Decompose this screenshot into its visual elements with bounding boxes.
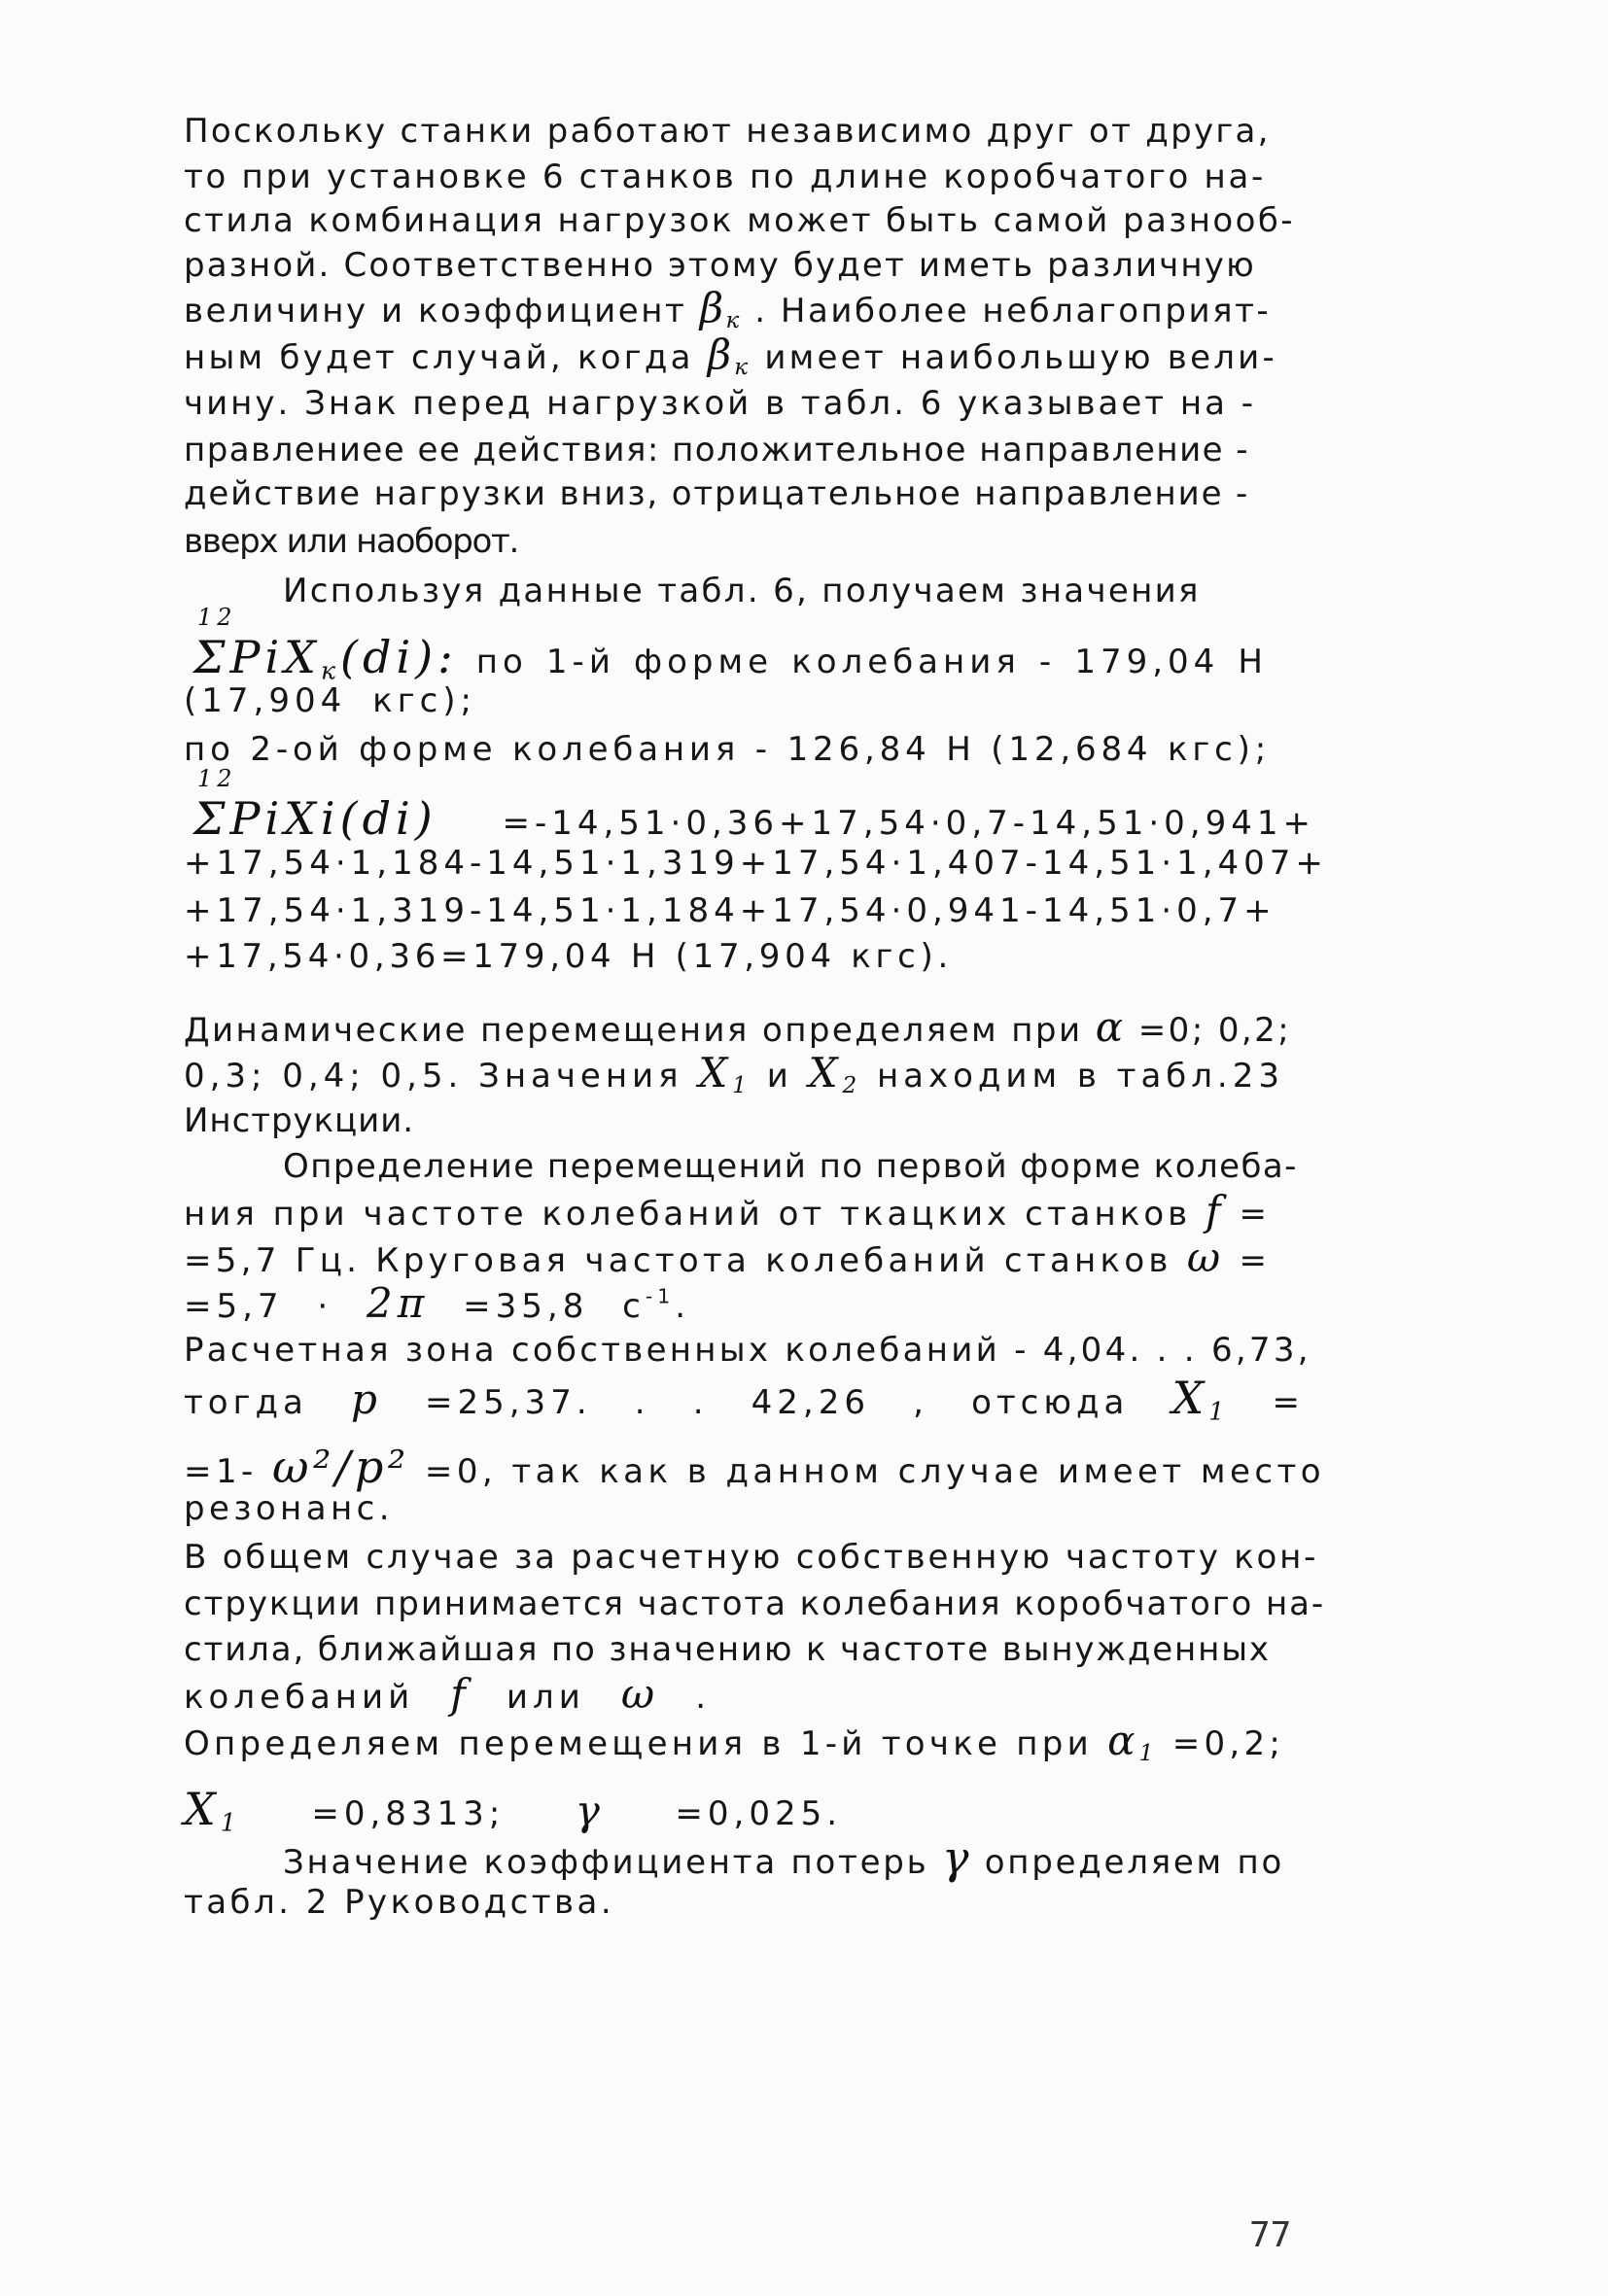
line-text: Динамические перемещения определяем при	[184, 1011, 1083, 1050]
line-text: ным будет случай, когда	[184, 338, 694, 377]
line-content	[184, 1003, 1292, 1052]
sum-body: ΣPiXi(di)	[193, 792, 437, 845]
line-text: =5,7 Гц. Круговая частота колебаний станков	[184, 1241, 1172, 1280]
line-text: Поскольку станки работают независимо друг от друга,	[184, 112, 1271, 151]
line-content	[184, 1187, 1271, 1235]
line-content	[283, 1831, 1285, 1884]
text-line	[184, 1583, 1325, 1625]
subscript: 1	[1138, 1740, 1158, 1766]
text-line	[184, 1099, 414, 1142]
formula-text: +17,54·1,319-14,51·1,184+17,54·0,941-14,51·0,7+	[184, 891, 1276, 930]
text-line	[184, 330, 1277, 380]
line-text: колебаний	[184, 1678, 415, 1717]
line-text: величину и коэффициент	[184, 292, 687, 330]
line-text: Определение перемещений по первой форме колеба-	[283, 1147, 1298, 1186]
sum-upper-limit: 12	[197, 765, 237, 792]
text-line	[184, 284, 1272, 333]
handwritten-gamma-symbol: γ	[941, 1831, 972, 1884]
line-text: правлениее ее действия: положительное направление -	[184, 431, 1250, 470]
symbol-body: α	[1107, 1717, 1139, 1764]
line-content	[184, 1234, 1272, 1282]
handwritten-sum-expression	[193, 765, 437, 845]
symbol-body: X	[184, 1783, 221, 1835]
subscript: к	[725, 307, 742, 333]
handwritten-x1-symbol	[698, 1049, 752, 1096]
line-text: =5,7 ·	[184, 1287, 333, 1326]
text-line	[184, 1049, 1284, 1098]
handwritten-beta-k-symbol	[700, 284, 742, 331]
text-line	[184, 1234, 1272, 1281]
line-text: стила комбинация нагрузок может быть самой разнооб-	[184, 201, 1295, 240]
text-line	[184, 199, 1295, 242]
text-line	[184, 1372, 1305, 1426]
handwritten-alpha-symbol: α	[1095, 1003, 1126, 1051]
line-text: .	[675, 1287, 690, 1326]
line-text: имеет наибольшую вели-	[764, 338, 1277, 377]
line-text: =25,37. . . 42,26 , отсюда	[425, 1383, 1130, 1422]
line-content	[193, 765, 1315, 845]
line-text: тогда	[184, 1383, 308, 1422]
line-text: Инструкции.	[184, 1101, 414, 1140]
line-text: =0; 0,2;	[1137, 1011, 1292, 1050]
symbol-body: X	[1171, 1372, 1209, 1424]
formula-line	[184, 842, 1360, 885]
text-line	[193, 765, 1325, 845]
sum-body: ΣPiX	[193, 631, 321, 683]
line-text: .	[695, 1678, 712, 1717]
line-text: =0,025.	[675, 1794, 843, 1833]
line-text: табл. 2 Руководства.	[184, 1883, 615, 1922]
line-content	[184, 330, 1277, 380]
text-line	[283, 1145, 1298, 1188]
text-line	[184, 1487, 394, 1530]
line-text: . Наиболее неблагоприят-	[754, 292, 1272, 330]
handwritten-x2-symbol	[809, 1049, 862, 1096]
line-content	[184, 284, 1272, 333]
symbol-body: β	[707, 330, 735, 378]
handwritten-x1-symbol	[1171, 1372, 1229, 1424]
handwritten-p-symbol: p	[350, 1375, 382, 1423]
text-line	[184, 1003, 1292, 1051]
line-text: разной. Соответственно этому будет иметь различную	[184, 246, 1256, 285]
subscript: 1	[220, 1808, 241, 1837]
sum-upper-limit: 12	[197, 604, 237, 631]
text-line	[184, 1279, 690, 1327]
formula-line	[184, 889, 1311, 932]
text-line	[184, 1783, 843, 1837]
line-text: Используя данные табл. 6, получаем значения	[283, 572, 1201, 610]
text-line	[283, 570, 1201, 612]
line-text: Расчетная зона собственных колебаний - 4,04. . . 6,73,	[184, 1331, 1311, 1370]
formula-text: =-14,51·0,36+17,54·0,7-14,51·0,941+	[502, 804, 1315, 843]
text-line	[184, 1670, 712, 1718]
handwritten-x1-symbol	[184, 1783, 241, 1835]
subscript: к	[320, 656, 341, 685]
line-text: =	[1239, 1195, 1271, 1234]
handwritten-gamma-symbol: γ	[575, 1787, 605, 1834]
text-line	[184, 110, 1271, 153]
line-text: =0,2;	[1171, 1724, 1285, 1763]
text-line	[283, 1831, 1285, 1884]
formula-line	[184, 935, 953, 978]
subscript: к	[734, 354, 752, 380]
line-text: 0,3; 0,4; 0,5. Значения	[184, 1057, 683, 1096]
text-line	[184, 244, 1256, 287]
handwritten-omega-symbol: ω	[1186, 1234, 1225, 1281]
handwritten-f-symbol: f	[1206, 1187, 1225, 1235]
line-text: =0,8313;	[311, 1794, 506, 1833]
handwritten-beta-k-symbol	[708, 330, 752, 378]
subscript: 2	[842, 1072, 862, 1098]
line-text: находим в табл.23	[876, 1057, 1284, 1096]
formula-text: +17,54·1,184-14,51·1,319+17,54·1,407-14,51·1,407+	[184, 844, 1328, 883]
text-line	[184, 1628, 1271, 1671]
handwritten-f-symbol: f	[450, 1670, 471, 1718]
line-text: Определяем перемещения в 1-й точке при	[184, 1724, 1093, 1763]
text-line	[184, 429, 1249, 471]
symbol-body: X	[698, 1049, 733, 1096]
line-text: стила, ближайшая по значению к частоте вынужденных	[184, 1630, 1271, 1669]
line-content	[193, 604, 1268, 685]
text-line	[184, 1329, 1311, 1372]
page-number: 77	[1249, 2215, 1292, 2255]
line-text: то при установке 6 станков по длине коробчатого на-	[184, 157, 1266, 196]
superscript: -1	[645, 1284, 676, 1308]
line-content	[184, 1783, 843, 1837]
text-line	[184, 520, 518, 563]
subscript: 1	[1208, 1397, 1230, 1426]
line-text: по 1-й форме колебания - 179,04 Н	[475, 643, 1268, 681]
line-content	[184, 1717, 1285, 1766]
line-content	[184, 1049, 1284, 1098]
text-line	[184, 1441, 1326, 1493]
line-text: (17,904 кгс);	[184, 681, 476, 720]
text-line	[184, 1717, 1285, 1766]
text-line	[184, 1536, 1318, 1579]
line-content	[184, 1279, 690, 1328]
text-line	[184, 1881, 614, 1924]
text-line	[184, 472, 1249, 515]
line-content	[184, 1670, 712, 1719]
line-content	[184, 1441, 1326, 1493]
line-text: =	[1272, 1383, 1305, 1422]
handwritten-sum-expression	[193, 604, 458, 685]
text-line	[193, 604, 1277, 685]
line-text: =1-	[184, 1452, 258, 1491]
line-text: =0, так как в данном случае имеет место	[424, 1452, 1326, 1491]
line-text: чину. Знак перед нагрузкой в табл. 6 указывает на -	[184, 384, 1256, 423]
text-line	[184, 1187, 1271, 1235]
handwritten-omega-symbol: ω	[620, 1670, 660, 1718]
formula-text: +17,54·0,36=179,04 Н (17,904 кгс).	[184, 937, 953, 976]
line-content	[184, 1372, 1305, 1426]
line-text: или	[506, 1678, 585, 1717]
handwritten-two-pi: 2π	[367, 1279, 430, 1327]
line-text: вверх или наоборот.	[184, 522, 518, 561]
line-text: определяем по	[984, 1843, 1285, 1882]
line-text: резонанс.	[184, 1489, 394, 1528]
line-text: действие нагрузки вниз, отрицательное направление -	[184, 474, 1250, 513]
line-text: по 2-ой форме колебания - 126,84 Н (12,684 кгс);	[184, 730, 1272, 769]
text-line	[184, 728, 1271, 771]
text-line	[184, 156, 1266, 198]
handwritten-omega-p-ratio: ω²/p²	[272, 1441, 410, 1493]
subscript: 1	[732, 1072, 752, 1098]
text-line	[184, 679, 476, 722]
symbol-body: X	[808, 1049, 843, 1096]
line-text: и	[766, 1057, 793, 1096]
symbol-body: β	[699, 284, 726, 331]
line-text: В общем случае за расчетную собственную частоту кон-	[184, 1538, 1319, 1577]
line-text: =35,8 с	[463, 1287, 646, 1326]
sum-argument: (di):	[340, 631, 458, 683]
line-text: Значение коэффициента потерь	[283, 1843, 929, 1882]
line-text: ния при частоте колебаний от ткацких станков	[184, 1195, 1192, 1234]
handwritten-alpha1-symbol	[1107, 1717, 1158, 1764]
line-text: =	[1239, 1241, 1272, 1280]
text-line	[184, 382, 1256, 425]
line-text: струкции принимается частота колебания коробчатого на-	[184, 1584, 1326, 1623]
